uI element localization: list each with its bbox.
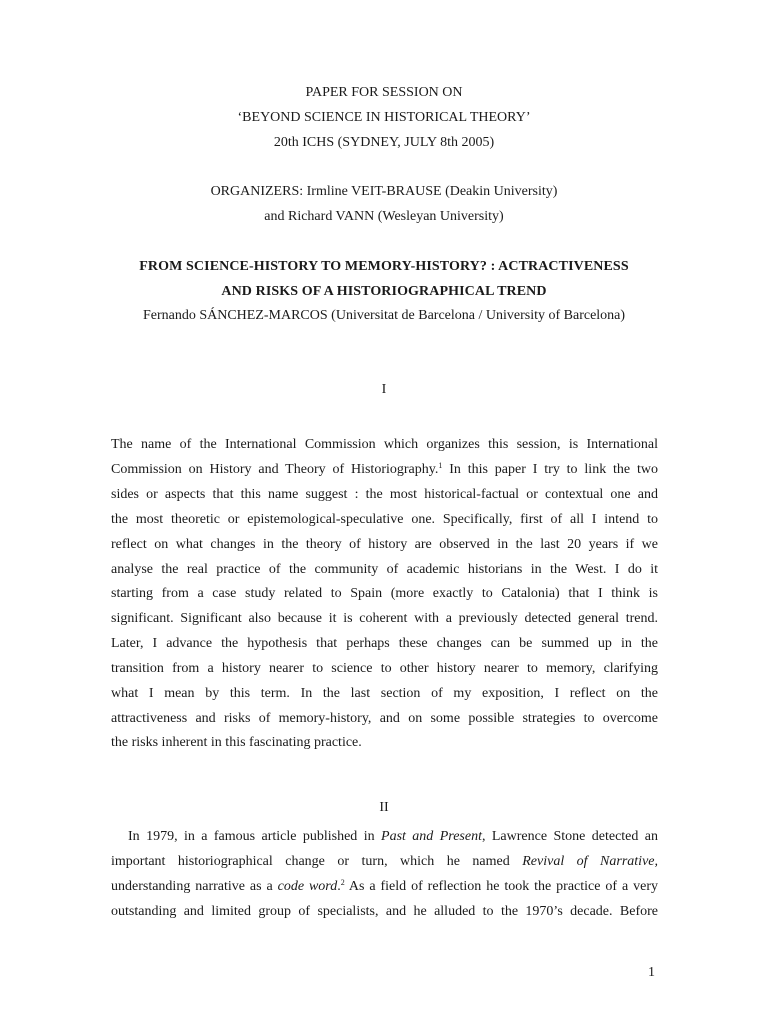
- paragraph-text: In 1979, in a famous article published in: [128, 829, 382, 844]
- emphasis-text: Revival of Narrative,: [522, 854, 658, 869]
- paragraph-text: .: [337, 879, 341, 894]
- organizers-line-2: and Richard VANN (Wesleyan University): [264, 209, 504, 224]
- paragraph-text: As a field of reflection he took the practice of a very: [344, 879, 658, 894]
- paper-title-line-2: AND RISKS OF A HISTORIOGRAPHICAL TREND: [221, 284, 547, 299]
- paragraph-line: reflect on what changes in the theory of history are observed in the last 20 years if we: [111, 537, 658, 552]
- paragraph-line: [111, 853, 658, 871]
- paragraph-line: starting from a case study related to Spain (more exactly to Catalonia) that I think is: [111, 586, 658, 601]
- paragraph-line: analyse the real practice of the community of academic historians in the West. I do it: [111, 562, 658, 577]
- author-line: Fernando SÁNCHEZ-MARCOS (Universitat de Barcelona / University of Barcelona): [142, 308, 626, 323]
- paper-title-line-1: FROM SCIENCE-HISTORY TO MEMORY-HISTORY? : ACTRACTIVENESS: [139, 259, 629, 274]
- paragraph-text: important historiographical change or turn, which he named: [111, 854, 523, 869]
- paragraph-line: transition from a history nearer to science to other history nearer to memory, clarifying: [111, 661, 658, 676]
- header-line-1: PAPER FOR SESSION ON: [305, 85, 463, 100]
- header-line-2: ‘BEYOND SCIENCE IN HISTORICAL THEORY’: [237, 110, 531, 125]
- header-line-3: 20th ICHS (SYDNEY, JULY 8th 2005): [273, 135, 495, 150]
- paragraph-line: [111, 461, 658, 479]
- organizers-line-1: ORGANIZERS: Irmline VEIT-BRAUSE (Deakin University): [210, 184, 558, 199]
- paragraph-line: what I mean by this term. In the last section of my exposition, I reflect on the: [111, 686, 658, 701]
- footnote-mark: 2: [340, 878, 345, 887]
- paragraph-line: The name of the International Commission which organizes this session, is International: [111, 437, 658, 452]
- paragraph-line: the most theoretic or epistemological-speculative one. Specifically, first of all I intend to: [111, 512, 658, 527]
- paragraph-line: significant. Significant also because it is coherent with a previously detected general trend.: [111, 611, 658, 626]
- paragraph-line: [111, 828, 658, 846]
- paragraph-text: Commission on History and Theory of Historiography.: [111, 462, 439, 477]
- paragraph-text: In this paper I try to link the two: [442, 462, 659, 477]
- paragraph-line: the risks inherent in this fascinating practice.: [111, 735, 362, 750]
- paragraph-text: , Lawrence Stone detected an: [481, 829, 658, 844]
- paragraph-text: understanding narrative as a: [111, 879, 278, 894]
- paragraph-line: [111, 878, 658, 896]
- emphasis-text: code word: [277, 879, 338, 894]
- footnote-mark: 1: [438, 461, 443, 470]
- journal-title: Past and Present: [381, 829, 482, 844]
- paragraph-line: attractiveness and risks of memory-history, and on some possible strategies to overcome: [111, 711, 658, 726]
- paragraph-line: Later, I advance the hypothesis that perhaps these changes can be summed up in the: [111, 636, 658, 651]
- section-number-2: II: [379, 800, 389, 815]
- paragraph-line: sides or aspects that this name suggest : the most historical-factual or contextual one and: [111, 487, 658, 502]
- section-number-1: I: [381, 382, 387, 397]
- paragraph-line: outstanding and limited group of specialists, and he alluded to the 1970’s decade. Before: [111, 904, 658, 919]
- page-number: 1: [648, 965, 655, 980]
